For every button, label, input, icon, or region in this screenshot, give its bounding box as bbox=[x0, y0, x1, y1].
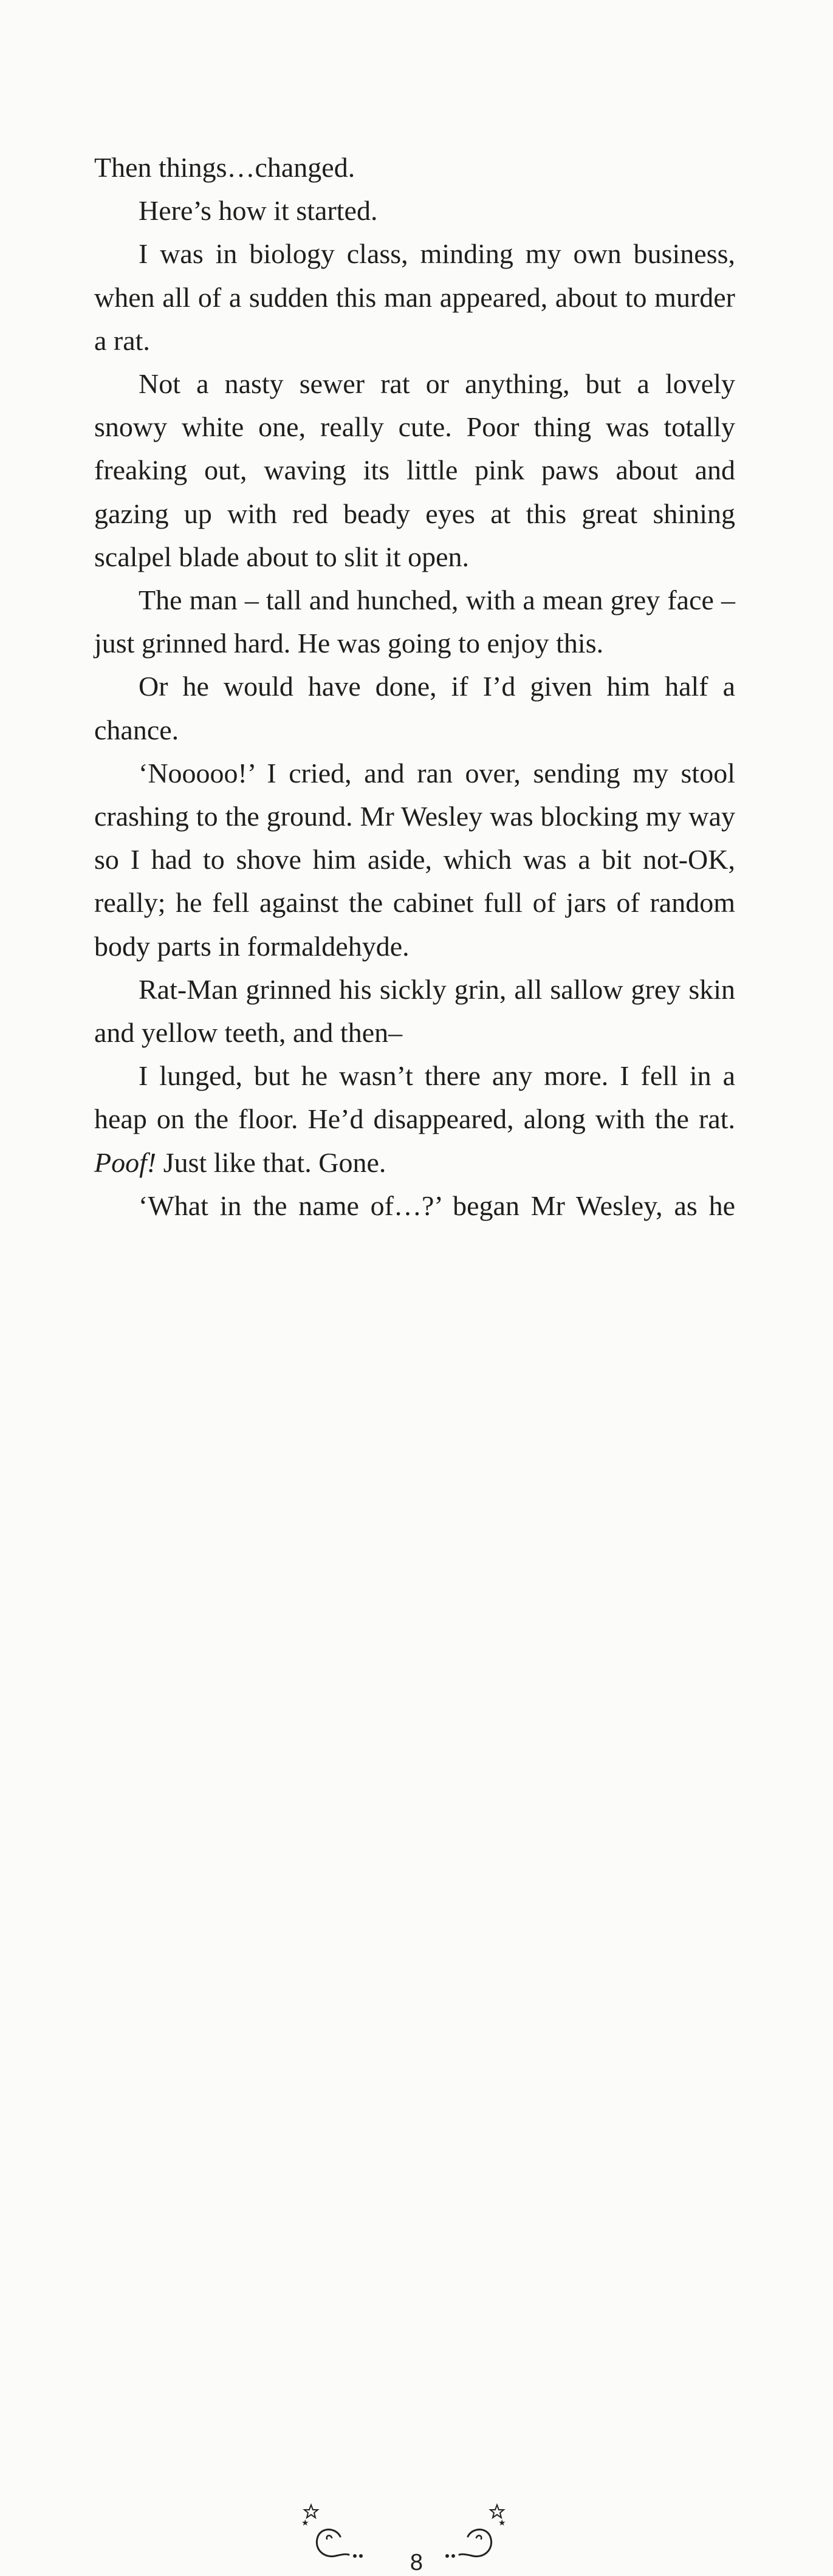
paragraph: Rat-Man grinned his sickly grin, all sallow grey skin and yellow teeth, and then– bbox=[94, 973, 735, 1049]
emphasis-text: Poof! bbox=[94, 1146, 157, 1178]
paragraph: ‘What in the name of…?’ began Mr Wesley, as he bbox=[139, 1190, 735, 1221]
svg-text:★: ★ bbox=[301, 2518, 309, 2528]
paragraph: The man – tall and hunched, with a mean grey face – just grinned hard. He was going to enjoy this. bbox=[94, 584, 735, 659]
paragraph: I lunged, but he wasn’t there any more. I fell in a heap on the floor. He’d disappeared, along with the rat. Poof! Just like that. Gone. bbox=[94, 1060, 735, 1178]
swirl-star-icon bbox=[437, 2500, 510, 2573]
paragraph: I was in biology class, minding my own business, when all of a sudden this man appeared, about to murder a rat. bbox=[94, 238, 735, 356]
page-number: 8 bbox=[410, 2550, 423, 2575]
paragraph: Then things…changed. bbox=[94, 152, 355, 183]
paragraph: Or he would have done, if I’d given him half a chance. bbox=[94, 671, 735, 745]
page-footer bbox=[0, 1249, 833, 2575]
paragraph: Not a nasty sewer rat or anything, but a lovely snowy white one, really cute. Poor thing was totally freaking out, waving its little pink paws about and gazing up with red beady eyes at this great shining scalpel blade about to slit it open. bbox=[94, 368, 735, 572]
svg-text:★: ★ bbox=[498, 2518, 506, 2528]
paragraph: ‘Nooooo!’ I cried, and ran over, sending my stool crashing to the ground. Mr Wesley was blocking my way so I had to shove him aside, which was a bit not-OK, really; he fell against the cabinet full of jars of random body parts in formaldehyde. bbox=[94, 757, 735, 962]
body-text bbox=[94, 146, 735, 1227]
paragraph: Here’s how it started. bbox=[139, 195, 378, 227]
